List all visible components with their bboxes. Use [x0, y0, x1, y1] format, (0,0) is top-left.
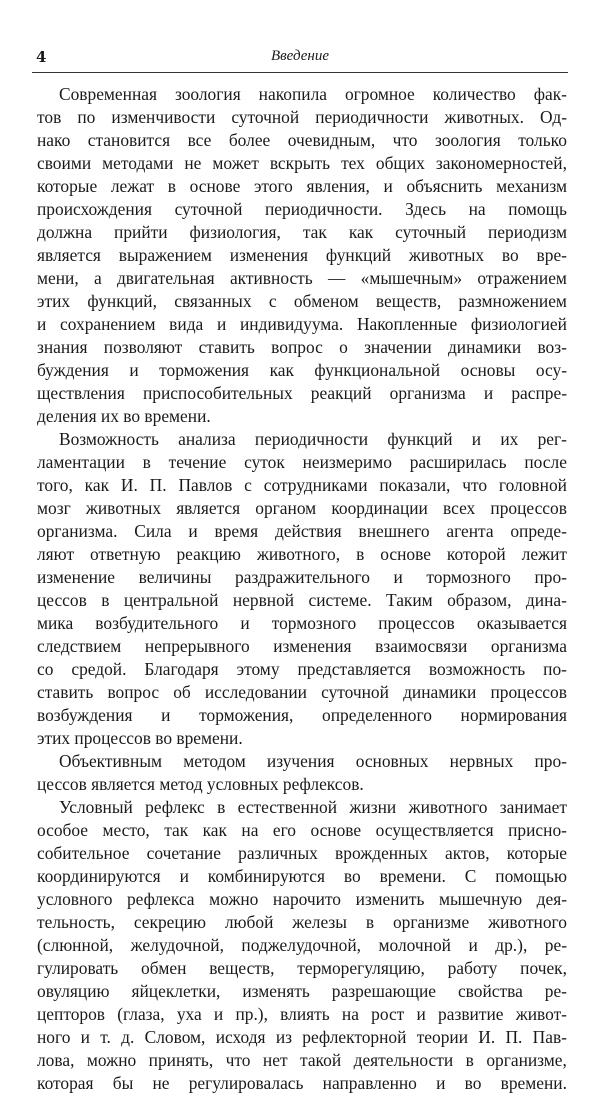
text-line: организма. Сила и время действия внешнего агента опреде- [37, 521, 567, 541]
page-header [32, 46, 568, 72]
text-line: ляют ответную реакцию животного, в основе которой лежит [37, 544, 567, 564]
text-line: овуляцию яйцеклетки, изменять разрешающие свойства ре- [37, 981, 567, 1001]
text-line: условного рефлекса можно нарочито изменить мышечную дея- [37, 889, 567, 909]
body-text [37, 83, 567, 1095]
text-line: деления их во времени. [37, 406, 211, 426]
running-title: Введение [271, 48, 329, 64]
text-line: мозг животных является органом координации всех процессов [37, 498, 567, 518]
text-line: следствием непрерывного изменения взаимосвязи организма [37, 636, 567, 656]
text-line: ществления приспособительных реакций организма и распре- [37, 383, 567, 403]
text-line: должна прийти физиология, так как суточный периодизм [37, 222, 567, 242]
paragraph-3 [37, 750, 567, 796]
text-line: происхождения суточной периодичности. Здесь на помощь [37, 199, 567, 219]
text-line: лова, можно принять, что нет такой деятельности в организме, [37, 1050, 567, 1070]
text-line: этих процессов во времени. [37, 728, 243, 748]
text-line: собительное сочетание различных врожденных актов, которые [37, 843, 567, 863]
text-line: Современная зоология накопила огромное количество фак- [59, 84, 567, 104]
text-line: которая бы не регулировалась направленно и во времени. [37, 1073, 567, 1093]
text-line: буждения и торможения как функциональной основы осу- [37, 360, 567, 380]
text-line: возбуждения и торможения, определенного нормирования [37, 705, 567, 725]
text-line: (слюнной, желудочной, поджелудочной, молочной и др.), ре- [37, 935, 567, 955]
paragraph-4 [37, 796, 567, 1095]
text-line: ставить вопрос об исследовании суточной динамики процессов [37, 682, 567, 702]
text-line: Возможность анализа периодичности функций и их рег- [59, 429, 567, 449]
text-line: тов по изменчивости суточной периодичности животных. Од- [37, 107, 567, 127]
paragraph-2 [37, 428, 567, 750]
text-line: является выражением изменения функций животных во вре- [37, 245, 567, 265]
text-line: Объективным методом изучения основных нервных про- [59, 751, 567, 771]
text-line: со средой. Благодаря этому представляется возможность по- [37, 659, 567, 679]
text-line: изменение величины раздражительного и тормозного про- [37, 567, 567, 587]
paragraph-1 [37, 83, 567, 428]
text-line: и сохранением вида и индивидуума. Накопленные физиологией [37, 314, 567, 334]
text-line: мени, а двигательная активность — «мышечным» отражением [37, 268, 567, 288]
text-line: цессов является метод условных рефлексов. [37, 774, 364, 794]
text-line: мика возбудительного и тормозного процессов оказывается [37, 613, 567, 633]
text-line: ламентации в течение суток неизмеримо расширилась после [37, 452, 567, 472]
text-line: тельность, секрецию любой железы в организме животного [37, 912, 567, 932]
text-line: которые лежат в основе этого явления, и объяснить механизм [37, 176, 567, 196]
text-line: своими методами не может вскрыть тех общих закономерностей, [37, 153, 567, 173]
text-line: цепторов (глаза, уха и пр.), влиять на рост и развитие живот- [37, 1004, 567, 1024]
text-line: того, как И. П. Павлов с сотрудниками показали, что головной [37, 475, 567, 495]
text-line: знания позволяют ставить вопрос о значении динамики воз- [37, 337, 567, 357]
text-line: особое место, так как на его основе осуществляется присно- [37, 820, 567, 840]
text-line: Условный рефлекс в естественной жизни животного занимает [59, 797, 567, 817]
page-number: 4 [36, 48, 47, 66]
text-line: координируются и комбинируются во времени. С помощью [37, 866, 567, 886]
text-line: цессов в центральной нервной системе. Таким образом, дина- [37, 590, 567, 610]
header-rule [32, 72, 568, 73]
text-line: гулировать обмен веществ, терморегуляцию, работу почек, [37, 958, 567, 978]
text-line: нако становится все более очевидным, что зоология только [37, 130, 567, 150]
text-line: этих функций, связанных с обменом веществ, размножением [37, 291, 567, 311]
text-line: ного и т. д. Словом, исходя из рефлекторной теории И. П. Пав- [37, 1027, 567, 1047]
